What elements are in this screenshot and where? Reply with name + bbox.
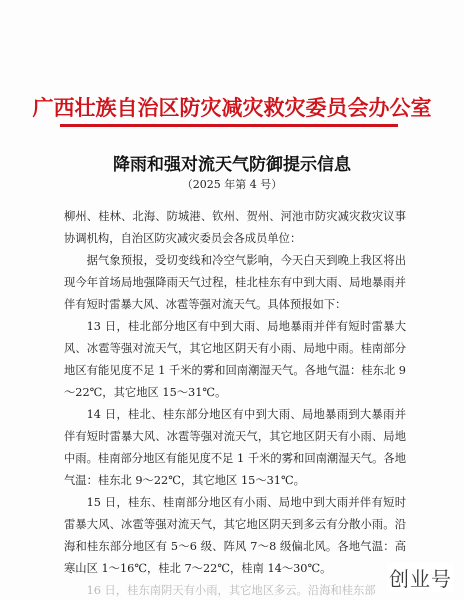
- intro-paragraph: 据气象预报，受切变线和冷空气影响，今天白天到晚上我区将出现今年首场局地强降雨天气过程，桂北桂东有中到大雨、局地暴雨并伴有短时雷暴大风、冰雹等强对流天气。具体预报如下：: [64, 254, 406, 311]
- forecast-day-13-paragraph: 13 日，桂北部分地区有中到大雨、局地暴雨并伴有短时雷暴大风、冰雹等强对流天气，其它地区阴天有小雨、局地中雨。桂南部分地区有能见度不足 1 千米的雾和回南潮湿天气。各地气温：桂东北 9～22℃，其它地区 15～31℃。: [64, 320, 406, 399]
- watermark-logo-text: 创业号: [387, 563, 454, 592]
- forecast-day-15-paragraph: 15 日，桂东、桂南部分地区有小雨、局地中到大雨并伴有短时雷暴大风、冰雹等强对流天气，其它地区阴天到多云有分散小雨。沿海和桂东部分地区有 5～6 级、阵风 7～8 级偏北风。各地气温：高寒山区 1～16℃，桂北 7～22℃，桂南 14～30℃。: [64, 496, 406, 575]
- issuing-office-header: 广西壮族自治区防灾减灾救灾委员会办公室: [32, 96, 432, 120]
- red-divider-line: [60, 124, 398, 127]
- recipients-paragraph: 柳州、桂林、北海、防城港、钦州、贺州、河池市防灾减灾救灾议事协调机构，自治区防灾减灾委员会各成员单位：: [64, 210, 406, 245]
- document-body: [64, 206, 406, 602]
- issue-number: （2025 年第 4 号）: [181, 178, 283, 191]
- forecast-day-16-paragraph: 16 日，桂东南阴天有小雨，其它地区多云。沿海和桂东部: [86, 584, 376, 597]
- forecast-day-14-paragraph: 14 日，桂北、桂东部分地区有中到大雨、局地暴雨到大暴雨并伴有短时雷暴大风、冰雹等强对流天气，其它地区阴天有小雨、局地中雨。桂南部分地区有能见度不足 1 千米的雾和回南潮湿天气。各地气温：桂东北 9～22℃，其它地区 15～31℃。: [64, 408, 406, 487]
- document-title: 降雨和强对流天气防御提示信息: [113, 155, 351, 175]
